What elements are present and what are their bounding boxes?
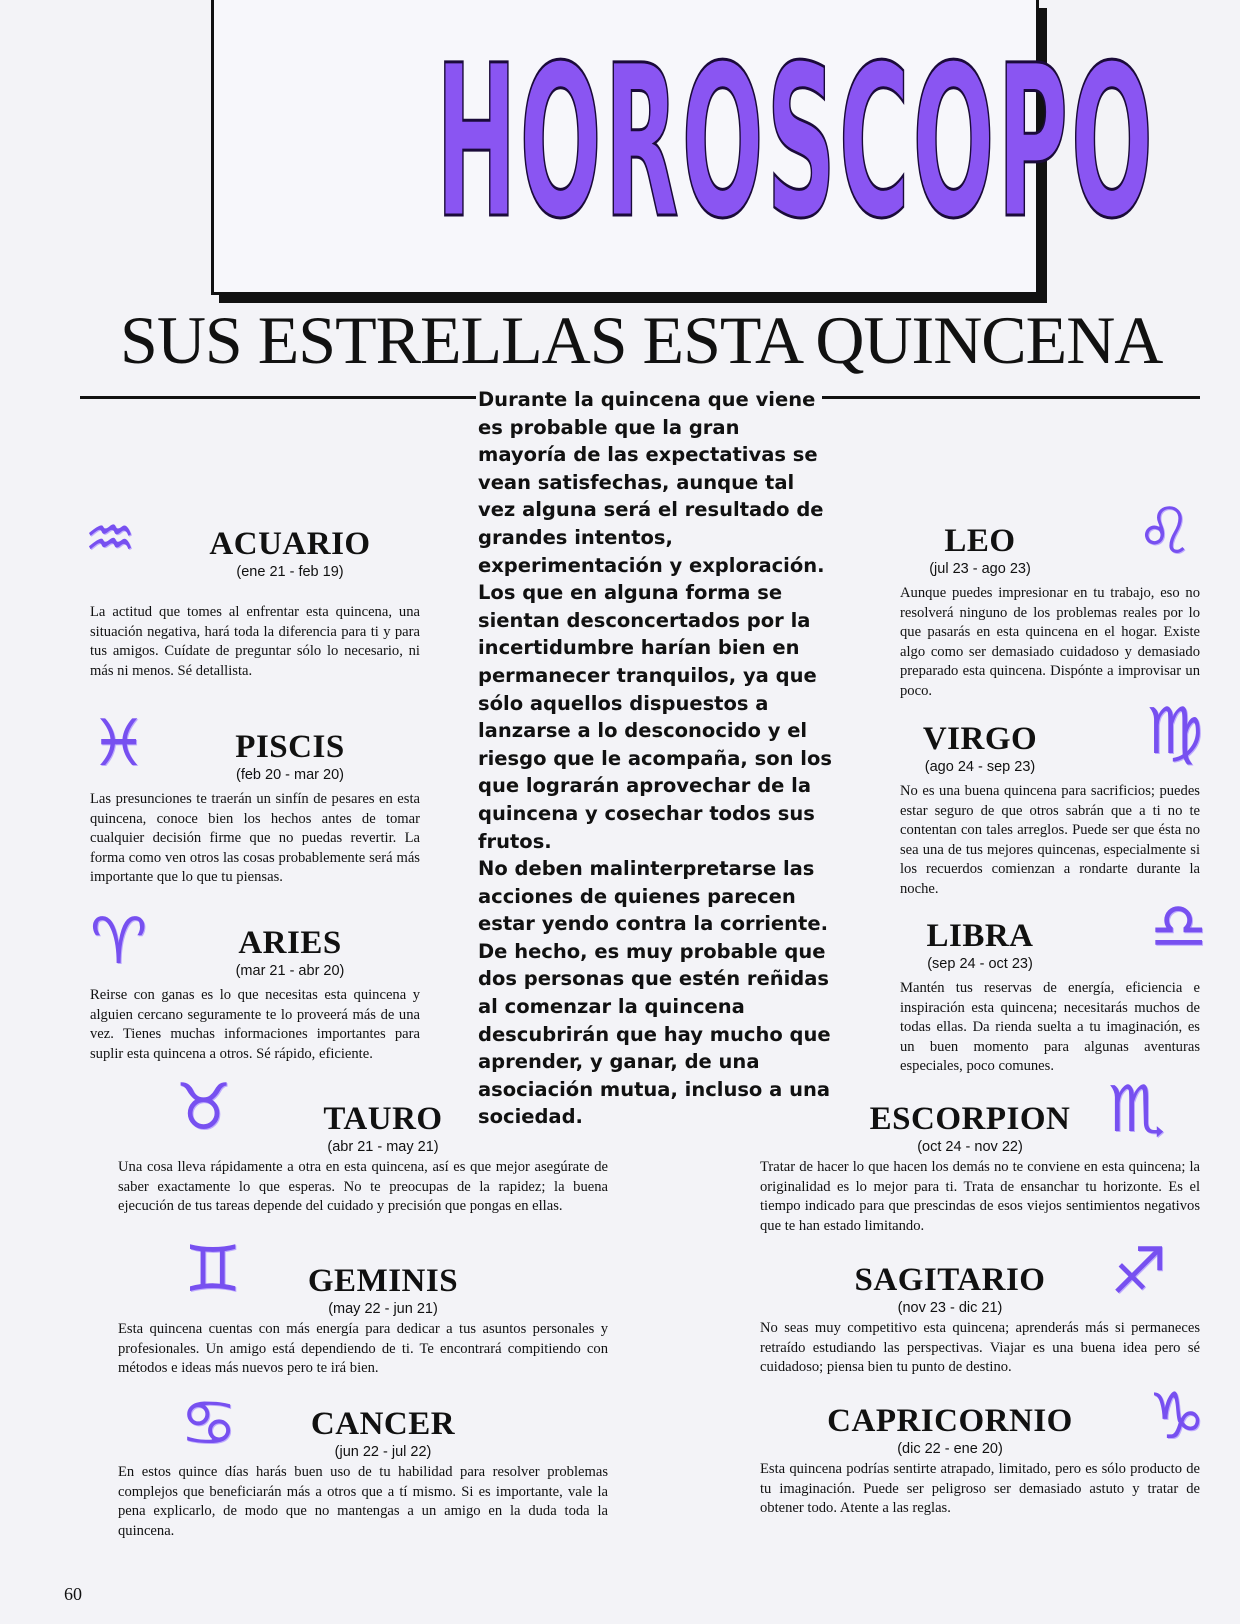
sign-escorpion <box>760 1101 1200 1236</box>
sign-dates: (sep 24 - oct 23) <box>927 956 1033 972</box>
sign-name: CANCER <box>310 1406 456 1442</box>
sign-text: En estos quince días harás buen uso de tu habilidad para resolver problemas complejos que beneficiarán más a otros que a tí mismo. Si es importante, vale la pena explicarlo, de modo que no mantengas a un amigo en la duda toda la quincena. <box>118 1464 608 1539</box>
left-divider <box>80 396 476 399</box>
sign-dates: (oct 24 - nov 22) <box>917 1139 1023 1155</box>
cancer-icon: ♋ <box>180 1387 238 1461</box>
capricorn-icon: ♑ <box>1148 1380 1206 1454</box>
sign-libra <box>900 918 1200 1077</box>
pisces-icon: ♓ <box>90 707 148 781</box>
sign-name: LEO <box>944 523 1016 559</box>
sign-dates: (jun 22 - jul 22) <box>334 1444 432 1460</box>
sagittarius-icon: ♐ <box>1110 1235 1168 1309</box>
sign-dates: (dic 22 - ene 20) <box>897 1441 1003 1457</box>
sign-leo <box>900 523 1200 702</box>
intro-text <box>478 386 834 1131</box>
sign-acuario <box>90 526 420 681</box>
sign-name: LIBRA <box>926 918 1034 954</box>
aquarius-icon: ♒ <box>84 504 136 572</box>
leo-icon: ♌ <box>1136 495 1194 569</box>
sign-virgo <box>900 721 1200 900</box>
sign-text: No es una buena quincena para sacrificios; puedes estar seguro de que otros sabrán que a ti no te contentan con tales arreglos. Puede ser que ésta no sea una de tus mejores quincenas, especialmente si los recuerdos comienzan a rondarte durante la noche. <box>900 783 1200 897</box>
sign-name: SAGITARIO <box>854 1262 1046 1298</box>
sign-name: TAURO <box>323 1101 443 1137</box>
sign-dates: (jul 23 - ago 23) <box>929 561 1031 577</box>
sign-text: Reirse con ganas es lo que necesitas esta quincena y alguien cercano seguramente te lo proveerá más de una vez. Tienes muchas informaciones importantes para suplir esta quincena a otros. Sé rápido, eficiente. <box>90 987 420 1062</box>
sign-text: Las presunciones te traerán un sinfín de pesares en esta quincena, conoce bien los hechos antes de tomar cualquier decisión firme que no puedas revertir. La forma como ven otros las cosas probablemente será más importante que lo que tu piensas. <box>90 791 420 886</box>
sign-piscis <box>90 729 420 888</box>
gemini-icon: ♊ <box>184 1233 242 1307</box>
page-number: 60 <box>64 1584 82 1604</box>
sign-dates: (feb 20 - mar 20) <box>236 767 344 783</box>
page-title: HOROSCOPO <box>435 20 1156 265</box>
sign-name: PISCIS <box>235 729 345 765</box>
intro-paragraph: Durante la quincena que viene es probable que la gran mayoría de las expectativas se vean satisfechas, aunque tal vez alguna será el resultado de grandes intentos, experimentación y exploración. Los que en alguna forma se sientan desconcertados por la incertidumbre harían bien en permanecer tranquilos, ya que sólo aquellos dispuestos a lanzarse a lo desconocido y el riesgo que le acompaña, son los que lograrán aprovechar de la quincena y cosechar todos sus frutos. <box>478 388 832 853</box>
title-banner <box>211 0 1156 295</box>
right-divider <box>822 396 1200 399</box>
sign-name: ARIES <box>238 925 342 961</box>
sign-aries <box>90 925 420 1064</box>
page-subtitle: SUS ESTRELLAS ESTA QUINCENA <box>120 302 1163 378</box>
sign-tauro <box>118 1101 608 1217</box>
sign-text: Mantén tus reservas de energía, eficiencia e inspiración esta quincena; necesitarás muchos de todas ellas. Da rienda suelta a tu imaginación, es un buen momento para algunas aventuras especiales, poco comunes. <box>900 980 1200 1075</box>
sign-name: GEMINIS <box>307 1263 459 1299</box>
virgo-icon: ♍ <box>1146 695 1204 769</box>
sign-dates: (ene 21 - feb 19) <box>236 564 344 580</box>
sign-cancer <box>118 1406 608 1541</box>
scorpio-icon: ♏ <box>1108 1073 1166 1147</box>
sign-dates: (ago 24 - sep 23) <box>924 759 1036 775</box>
intro-paragraph: No deben malinterpretarse las acciones de quienes parecen estar yendo contra la corriente. De hecho, es muy probable que dos personas que estén reñidas al comenzar la quincena descubrirán que hay mucho que aprender, y ganar, de una asociación mutua, incluso a una sociedad. <box>478 857 831 1129</box>
sign-name: CAPRICORNIO <box>827 1403 1073 1439</box>
sign-name: VIRGO <box>922 721 1038 757</box>
sign-text: Aunque puedes impresionar en tu trabajo, eso no resolverá ninguno de los problemas reales por lo que pasarás en esta quincena en el hogar. Existe algo como ser demasiado cuidadoso y demasiado preparado esta quincena. Dispónte a improvisar un poco. <box>900 585 1200 699</box>
libra-icon: ♎ <box>1150 890 1208 964</box>
sign-text: Tratar de hacer lo que hacen los demás no te conviene en esta quincena; la originalidad es lo mejor para ti. Trata de ensanchar tu horizonte. Es el tiempo indicado para que prescindas de esos viejos sentimientos negativos que te han estado limitando. <box>760 1159 1200 1234</box>
sign-text: No seas muy competitivo esta quincena; aprenderás más si permaneces retraído estudiando las perspectivas. Viajar es una buena idea pero sé cuidadoso; piensa bien tu punto de destino. <box>760 1320 1200 1376</box>
sign-dates: (may 22 - jun 21) <box>328 1301 438 1317</box>
sign-dates: (abr 21 - may 21) <box>327 1139 439 1155</box>
sign-text: Esta quincena cuentas con más energía para dedicar a tus asuntos personales y profesionales. Un amigo está dependiendo de ti. Te encontrará compitiendo con métodos e ideas más nuevos pero te irá bien. <box>118 1321 608 1377</box>
sign-name: ESCORPION <box>869 1101 1071 1137</box>
sign-capricornio <box>760 1403 1200 1519</box>
sign-dates: (nov 23 - dic 21) <box>897 1300 1003 1316</box>
sign-text: Esta quincena podrías sentirte atrapado, limitado, pero es sólo producto de tu imaginación. Puede ser peligroso ser demasiado astuto y tratar de obtener todo. Atente a las reglas. <box>760 1461 1200 1517</box>
sign-text: La actitud que tomes al enfrentar esta quincena, una situación negativa, hará toda la diferencia para ti y para tus amigos. Cuídate de preguntar sólo lo necesario, ni más ni menos. Sé detallista. <box>90 604 420 679</box>
taurus-icon: ♉ <box>175 1071 233 1145</box>
aries-icon: ♈ <box>90 905 148 979</box>
sign-text: Una cosa lleva rápidamente a otra en esta quincena, así es que mejor asegúrate de saber exactamente lo que esperas. No te preocupas de la rapidez; la buena ejecución de tus tareas depende del cuidado y precisión que pongas en ellas. <box>118 1159 608 1215</box>
sign-dates: (mar 21 - abr 20) <box>235 963 345 979</box>
sign-name: ACUARIO <box>209 526 371 562</box>
sign-geminis <box>118 1263 608 1379</box>
sign-sagitario <box>760 1262 1200 1378</box>
